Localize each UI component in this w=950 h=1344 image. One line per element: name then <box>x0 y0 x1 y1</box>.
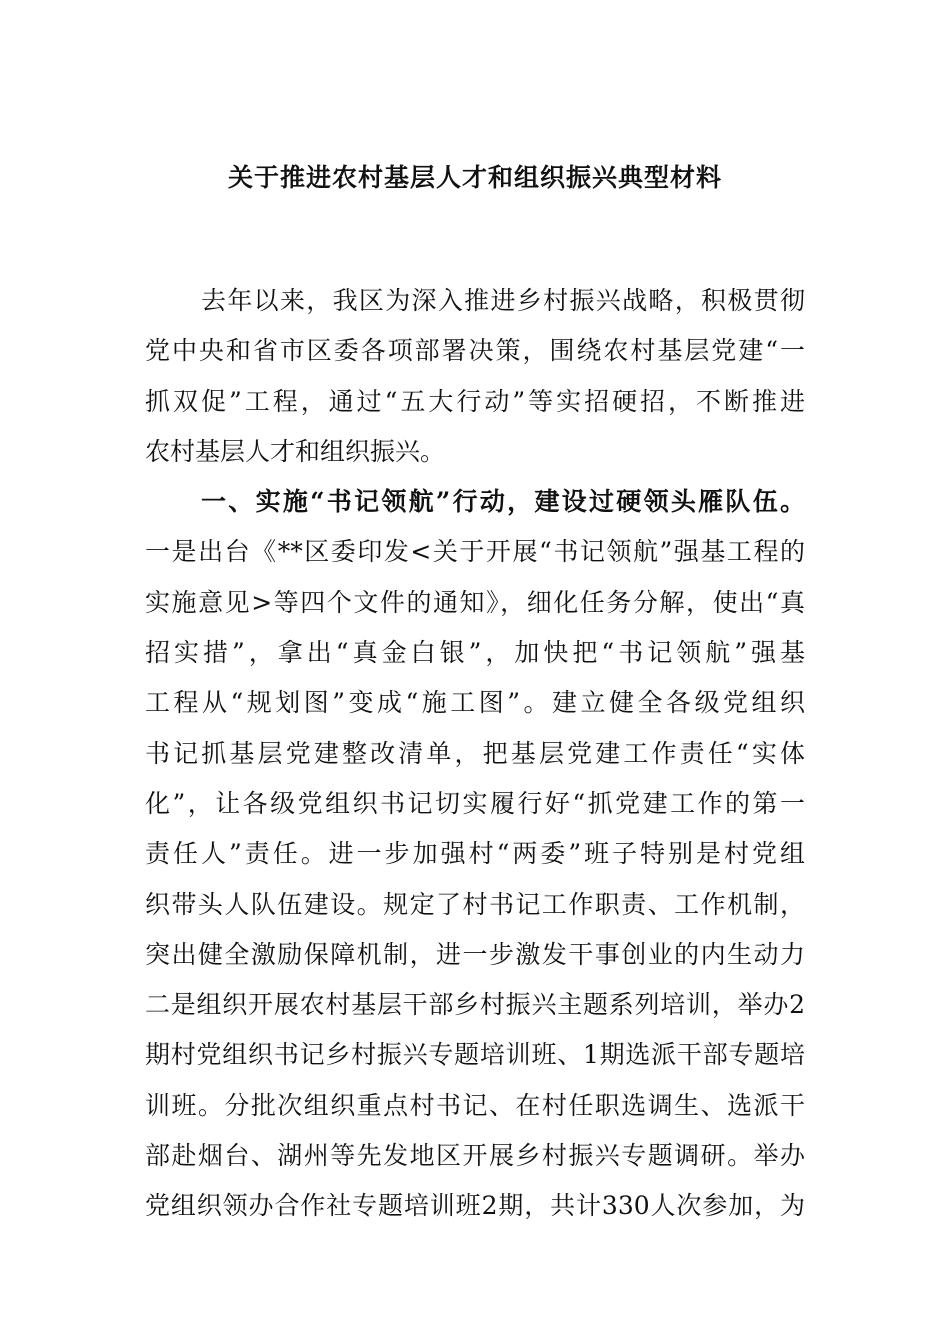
paragraph-2-line-2: 实施意见>等四个文件的通知》，细化任务分解，使出“真 <box>145 587 805 617</box>
paragraph-2-line-4: 工程从“规划图”变成“施工图”。建立健全各级党组织 <box>145 688 805 718</box>
paragraph-2-line-8: 织带头人队伍建设。规定了村书记工作职责、工作机制， <box>145 889 805 919</box>
paragraph-1-line-2: 党中央和省市区委各项部署决策，围绕农村基层党建“一 <box>145 336 805 366</box>
paragraph-2-line-10: 二是组织开展农村基层干部乡村振兴主题系列培训，举办2 <box>145 990 805 1020</box>
paragraph-2-line-13: 部赴烟台、湖州等先发地区开展乡村振兴专题调研。举办 <box>145 1141 805 1171</box>
paragraph-2-line-14: 党组织领办合作社专题培训班2期，共计330人次参加，为 <box>145 1191 805 1221</box>
paragraph-1-line-1: 去年以来，我区为深入推进乡村振兴战略，积极贯彻 <box>201 286 805 315</box>
paragraph-1-line-3: 抓双促”工程，通过“五大行动”等实招硬招，不断推进 <box>145 386 805 416</box>
paragraph-2-line-7: 责任人”责任。进一步加强村“两委”班子特别是村党组 <box>145 839 805 869</box>
paragraph-2-line-6: 化”，让各级党组织书记切实履行好“抓党建工作的第一 <box>145 788 805 818</box>
paragraph-2-line-5: 书记抓基层党建整改清单，把基层党建工作责任“实体 <box>145 738 805 768</box>
paragraph-2-line-9: 突出健全激励保障机制，进一步激发干事创业的内生动力 <box>145 939 805 969</box>
paragraph-2-line-12: 训班。分批次组织重点村书记、在村任职选调生、选派干 <box>145 1090 805 1120</box>
document-title: 关于推进农村基层人才和组织振兴典型材料 <box>227 163 722 192</box>
paragraph-1-line-4: 农村基层人才和组织振兴。 <box>145 436 446 466</box>
paragraph-2-line-3: 招实措”，拿出“真金白银”，加快把“书记领航”强基 <box>145 638 805 668</box>
document-body <box>145 276 805 1232</box>
paragraph-2-line-11: 期村党组织书记乡村振兴专题培训班、1期选派干部专题培 <box>145 1040 805 1070</box>
section-heading-1: 一、实施“书记领航”行动，建设过硬领头雁队伍。 <box>201 487 805 517</box>
paragraph-2-line-1: 一是出台《**区委印发<关于开展“书记领航”强基工程的 <box>145 537 805 567</box>
